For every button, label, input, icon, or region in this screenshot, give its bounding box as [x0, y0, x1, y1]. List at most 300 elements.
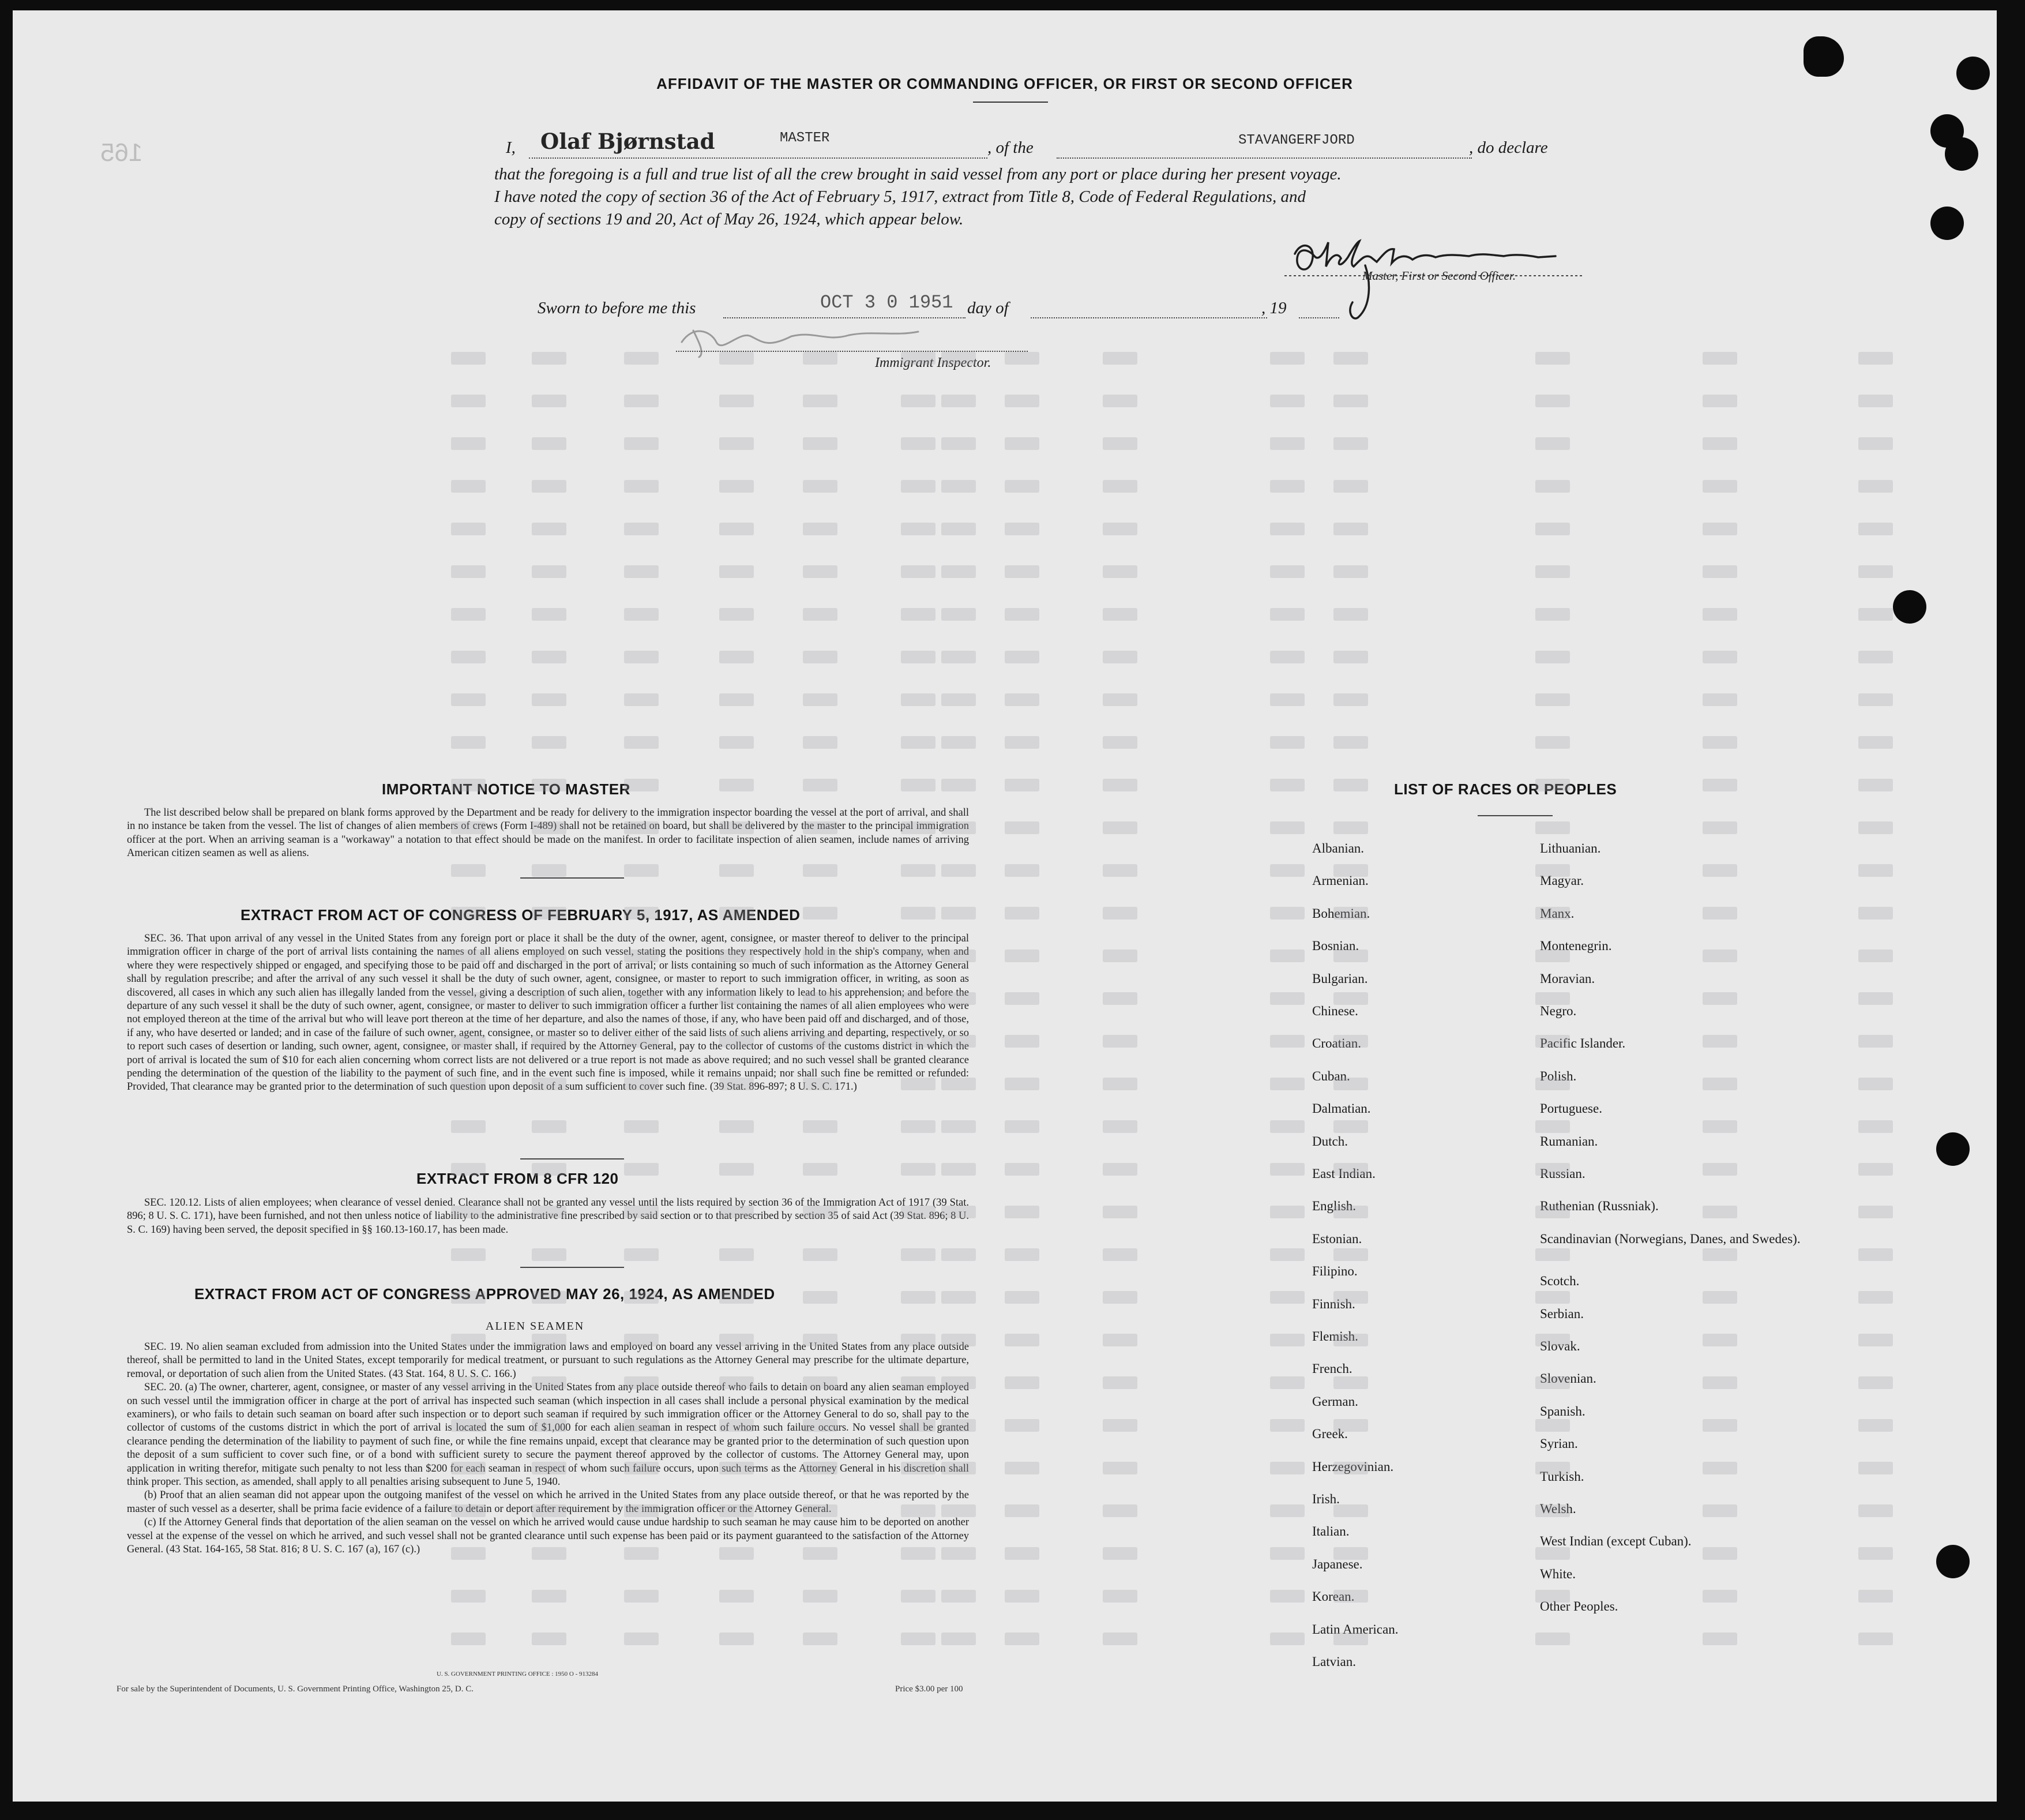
bleed-through-mark	[532, 565, 566, 578]
bleed-through-mark	[1270, 523, 1305, 535]
bleed-through-mark	[1703, 864, 1737, 877]
bleed-through-mark	[532, 1291, 566, 1304]
bleed-through-mark	[624, 1462, 659, 1474]
bleed-through-mark	[451, 864, 486, 877]
bleed-through-mark	[1270, 1419, 1305, 1432]
bleed-through-mark	[1703, 1590, 1737, 1603]
bleed-through-mark	[1005, 1419, 1039, 1432]
bleed-through-mark	[1858, 1035, 1893, 1048]
bleed-through-mark	[901, 779, 936, 791]
extract-1924-text	[127, 1341, 969, 1557]
bleed-through-mark	[1535, 1248, 1570, 1261]
bleed-through-mark	[901, 1206, 936, 1218]
race-entry: Japanese.	[1312, 1556, 1363, 1571]
document-page	[13, 10, 1997, 1802]
bleed-through-mark	[941, 693, 976, 706]
bleed-through-mark	[719, 1462, 754, 1474]
bleed-through-mark	[901, 608, 936, 621]
bleed-through-mark	[1103, 1376, 1137, 1389]
bleed-through-mark	[1333, 437, 1368, 450]
bleed-through-mark	[901, 1120, 936, 1133]
race-entry: Bulgarian.	[1312, 971, 1368, 986]
sworn-date-blank	[723, 317, 965, 318]
bleed-through-mark	[901, 1376, 936, 1389]
bleed-through-mark	[719, 1419, 754, 1432]
bleed-through-mark	[1703, 1633, 1737, 1645]
race-entry: Syrian.	[1540, 1436, 1578, 1451]
bleed-through-mark	[1270, 1035, 1305, 1048]
bleed-through-mark	[941, 608, 976, 621]
declaration-line-3: I have noted the copy of section 36 of the Act of February 5, 1917, extract from Title 8, Code of Federal Regulations, and	[494, 187, 1306, 206]
bleed-through-mark	[719, 1633, 754, 1645]
notice-paragraph: The list described below shall be prepared on blank forms approved by the Department and be ready for delivery to the immigration inspector boarding the vessel at the port of arrival, and shall in no instance be taken from the vessel. The list of changes of alien members of crews (Form I-489) shall not be retained on board, but shall be delivered by the master to the principal immigration officer at the port. When an arriving seaman is a "workaway" a notation to that effect should be made on the manifest. In order to facilitate inspection of alien seamen, include names of arriving American citizen seamen as well as aliens.	[127, 807, 969, 860]
bleed-through-mark	[803, 693, 837, 706]
bleed-through-mark	[1333, 1035, 1368, 1048]
vessel-name: STAVANGERFJORD	[1238, 133, 1355, 148]
footer-price: Price $3.00 per 100	[895, 1684, 963, 1694]
bleed-through-mark	[1333, 821, 1368, 834]
bleed-through-mark	[803, 523, 837, 535]
bleed-through-mark	[532, 1206, 566, 1218]
bleed-through-mark	[901, 1334, 936, 1346]
bleed-through-mark	[719, 864, 754, 877]
bleed-through-mark	[1535, 1291, 1570, 1304]
bleed-through-mark	[1270, 1248, 1305, 1261]
bleed-through-mark	[451, 480, 486, 493]
bleed-through-mark	[451, 1334, 486, 1346]
bleed-through-mark	[1535, 821, 1570, 834]
bleed-through-mark	[1005, 395, 1039, 407]
day-of-label: day of	[967, 299, 1009, 317]
bleed-through-mark	[1103, 779, 1137, 791]
vessel-blank	[1057, 157, 1472, 159]
bleed-through-mark	[451, 1035, 486, 1048]
bleed-through-mark	[803, 437, 837, 450]
bleed-through-mark	[941, 1419, 976, 1432]
bleed-through-mark	[719, 352, 754, 365]
bleed-through-mark	[532, 950, 566, 962]
bleed-through-mark	[719, 608, 754, 621]
bleed-through-mark	[901, 437, 936, 450]
bleed-through-mark	[803, 1163, 837, 1176]
bleed-through-mark	[1858, 651, 1893, 663]
bleed-through-mark	[901, 352, 936, 365]
printing-office-line: U. S. GOVERNMENT PRINTING OFFICE : 1950 O - 913284	[437, 1671, 599, 1678]
bleed-through-mark	[1535, 608, 1570, 621]
bleed-through-mark	[941, 1547, 976, 1560]
bleed-through-mark	[1703, 1376, 1737, 1389]
bleed-through-mark	[1535, 693, 1570, 706]
bleed-through-mark	[624, 1078, 659, 1090]
bleed-through-mark	[901, 395, 936, 407]
bleed-through-mark	[532, 395, 566, 407]
bleed-through-mark	[532, 1633, 566, 1645]
bleed-through-mark	[719, 693, 754, 706]
extract-1917-heading: EXTRACT FROM ACT OF CONGRESS OF FEBRUARY 5, 1917, AS AMENDED	[241, 906, 801, 924]
bleed-through-mark	[1103, 1163, 1137, 1176]
bleed-through-mark	[1535, 1120, 1570, 1133]
bleed-through-mark	[1858, 992, 1893, 1005]
bleed-through-mark	[1270, 950, 1305, 962]
bleed-through-mark	[1270, 864, 1305, 877]
bleed-through-mark	[532, 1334, 566, 1346]
bleed-through-mark	[1703, 1035, 1737, 1048]
bleed-through-mark	[1333, 1120, 1368, 1133]
section-20b-paragraph: (b) Proof that an alien seaman did not appear upon the outgoing manifest of the vessel on which he arrived in the United States from any place outside thereof, or that he was reported by the master of such vessel as a deserter, shall be prima facie evidence of a failure to detain or deport after requirement by the immigration officer or the Attorney General.	[127, 1489, 969, 1515]
bleed-through-mark	[1858, 1376, 1893, 1389]
bleed-through-mark	[941, 352, 976, 365]
bleed-through-mark	[1333, 736, 1368, 749]
bleed-through-mark	[1270, 821, 1305, 834]
race-entry: East Indian.	[1312, 1166, 1376, 1181]
bleed-through-mark	[1703, 992, 1737, 1005]
bleed-through-mark	[451, 779, 486, 791]
bleed-through-mark	[1005, 950, 1039, 962]
punch-hole	[1945, 137, 1978, 171]
bleed-through-mark	[941, 480, 976, 493]
bleed-through-mark	[1103, 523, 1137, 535]
bleed-through-mark	[451, 1078, 486, 1090]
bleed-through-mark	[1858, 437, 1893, 450]
bleed-through-mark	[719, 1291, 754, 1304]
bleed-through-mark	[803, 480, 837, 493]
bleed-through-mark	[803, 1633, 837, 1645]
bleed-through-mark	[624, 907, 659, 920]
bleed-through-mark	[1703, 651, 1737, 663]
bleed-through-mark	[624, 950, 659, 962]
bleed-through-mark	[719, 1376, 754, 1389]
bleed-through-mark	[1270, 1547, 1305, 1560]
bleed-through-mark	[803, 395, 837, 407]
bleed-through-mark	[451, 1633, 486, 1645]
bleed-through-mark	[1858, 950, 1893, 962]
extract-1924-heading: EXTRACT FROM ACT OF CONGRESS APPROVED MAY 26, 1924, AS AMENDED	[194, 1285, 775, 1303]
bleed-through-mark	[803, 1291, 837, 1304]
bleed-through-mark	[451, 651, 486, 663]
section-20a-paragraph: SEC. 20. (a) The owner, charterer, agent, consignee, or master of any vessel arriving in the United States from any place outside thereof who fails to detain on board any alien seaman employed on such vessel until the immigration officer in charge at the port of arrival has inspected such seaman (which inspection in all cases shall include a personal physical examination by the medical examiners), or who fails to detain such seaman on board after such inspection or to deport such seaman if required by such immigration officer or the Attorney General to do so, shall pay to the collector of customs of the customs district in which the port of arrival is located the sum of $1,000 for each alien seaman in respect of whom such failure occurs. No vessel shall be granted clearance pending the determination of the liability to payment of such fine, or while the fine remains unpaid, except that clearance may be granted prior to the determination of such question upon the deposit of a sum sufficient to cover such fine, or of a bond with sufficient surety to secure the payment thereof approved by the collector of customs. The Attorney General may, upon application in writing therefor, mitigate such penalty to not less than $200 for each seaman in respect of whom such failure occurs, upon such terms as the Attorney General in his discretion shall think proper. This section, as amended, shall apply to all penalties arising subsequent to June 5, 1940.	[127, 1382, 969, 1488]
bleed-through-mark	[1270, 352, 1305, 365]
race-entry: Italian.	[1312, 1524, 1350, 1539]
bleed-through-mark	[624, 1334, 659, 1346]
bleed-through-mark	[719, 1078, 754, 1090]
bleed-through-mark	[901, 1248, 936, 1261]
race-entry: Armenian.	[1312, 873, 1369, 888]
bleed-through-mark	[1103, 608, 1137, 621]
bleed-through-mark	[1535, 1163, 1570, 1176]
bleed-through-mark	[451, 1291, 486, 1304]
section-20c-paragraph: (c) If the Attorney General finds that deportation of the alien seaman on the vessel on which he arrived would cause undue hardship to such seaman he may cause him to be deported on another vessel at the expense of the vessel on which he arrived, and such vessel shall not be granted clearance until such expense has been paid or its payment guaranteed to the satisfaction of the Attorney General. (43 Stat. 164-165, 58 Stat. 816; 8 U. S. C. 167 (a), 167 (c).)	[127, 1517, 969, 1556]
bleed-through-mark	[1858, 608, 1893, 621]
bleed-through-mark	[941, 992, 976, 1005]
bleed-through-mark	[1005, 1376, 1039, 1389]
bleed-through-mark	[901, 480, 936, 493]
bleed-through-mark	[803, 608, 837, 621]
bleed-through-mark	[532, 651, 566, 663]
bleed-through-mark	[532, 693, 566, 706]
bleed-through-mark	[1858, 565, 1893, 578]
bleed-through-mark	[719, 736, 754, 749]
do-declare-label: , do declare	[1469, 138, 1548, 157]
bleed-through-mark	[1703, 437, 1737, 450]
bleed-through-mark	[1535, 565, 1570, 578]
bleed-through-mark	[719, 1035, 754, 1048]
bleed-through-mark	[1270, 651, 1305, 663]
bleed-through-mark	[941, 1078, 976, 1090]
race-entry: French.	[1312, 1361, 1352, 1376]
race-entry: West Indian (except Cuban).	[1540, 1534, 1692, 1549]
punch-hole	[1936, 1132, 1970, 1166]
bleed-through-mark	[624, 1633, 659, 1645]
race-entry: Chinese.	[1312, 1004, 1358, 1018]
bleed-through-mark	[624, 1291, 659, 1304]
bleed-through-mark	[941, 1206, 976, 1218]
bleed-through-mark	[1535, 1419, 1570, 1432]
bleed-through-mark	[1005, 1462, 1039, 1474]
sworn-date-stamp: OCT 3 0 1951	[820, 292, 953, 313]
bleed-through-mark	[1535, 1547, 1570, 1560]
bleed-through-mark	[451, 395, 486, 407]
race-entry: Rumanian.	[1540, 1134, 1598, 1149]
bleed-through-mark	[1333, 950, 1368, 962]
bleed-through-mark	[719, 992, 754, 1005]
bleed-through-mark	[1535, 1035, 1570, 1048]
bleed-through-mark	[1858, 693, 1893, 706]
bleed-through-mark	[1005, 1163, 1039, 1176]
section-rule	[520, 1267, 624, 1268]
race-entry: Estonian.	[1312, 1231, 1362, 1246]
race-entry: Greek.	[1312, 1427, 1348, 1442]
bleed-through-mark	[941, 651, 976, 663]
bleed-through-mark	[941, 523, 976, 535]
bleed-through-mark	[1703, 907, 1737, 920]
year-prefix: , 19	[1261, 299, 1287, 317]
bleed-through-mark	[1333, 1334, 1368, 1346]
race-entry: Korean.	[1312, 1589, 1355, 1604]
bleed-through-mark	[1333, 523, 1368, 535]
bleed-through-mark	[1333, 480, 1368, 493]
bleed-through-mark	[1858, 821, 1893, 834]
bleed-through-mark	[1535, 1462, 1570, 1474]
bleed-through-mark	[901, 864, 936, 877]
bleed-through-mark	[1270, 1504, 1305, 1517]
bleed-through-mark	[719, 1120, 754, 1133]
race-entry: Croatian.	[1312, 1036, 1361, 1051]
bleed-through-mark	[532, 1419, 566, 1432]
bleed-through-mark	[941, 907, 976, 920]
races-rule	[1478, 815, 1553, 816]
bleed-through-mark	[1270, 992, 1305, 1005]
race-entry: Latin American.	[1312, 1622, 1399, 1637]
bleed-through-mark	[1858, 1547, 1893, 1560]
bleed-through-mark	[901, 651, 936, 663]
bleed-through-mark	[1333, 1078, 1368, 1090]
bleed-through-mark	[1703, 1334, 1737, 1346]
bleed-through-mark	[624, 821, 659, 834]
bleed-through-mark	[624, 480, 659, 493]
bleed-through-mark	[901, 1163, 936, 1176]
race-entry: Flemish.	[1312, 1329, 1358, 1344]
master-rank: MASTER	[780, 130, 830, 146]
bleed-through-mark	[803, 1376, 837, 1389]
bleed-through-mark	[1005, 437, 1039, 450]
bleed-through-mark	[451, 1120, 486, 1133]
bleed-through-mark	[1535, 1633, 1570, 1645]
bleed-through-mark	[803, 1334, 837, 1346]
bleed-through-mark	[532, 608, 566, 621]
bleed-through-mark	[1333, 1419, 1368, 1432]
bleed-through-mark	[1535, 1504, 1570, 1517]
bleed-through-mark	[532, 1376, 566, 1389]
bleed-through-mark	[1535, 779, 1570, 791]
bleed-through-mark	[803, 651, 837, 663]
bleed-through-mark	[1103, 1334, 1137, 1346]
bleed-through-mark	[1270, 1376, 1305, 1389]
bleed-through-mark	[941, 1590, 976, 1603]
bleed-through-mark	[941, 1376, 976, 1389]
bleed-through-mark	[1703, 565, 1737, 578]
bleed-through-mark	[1270, 1633, 1305, 1645]
bleed-through-mark	[941, 1504, 976, 1517]
bleed-through-number: 165	[100, 138, 143, 167]
bleed-through-mark	[803, 1462, 837, 1474]
bleed-through-mark	[532, 779, 566, 791]
bleed-through-mark	[1535, 992, 1570, 1005]
bleed-through-mark	[1535, 864, 1570, 877]
bleed-through-mark	[1333, 1547, 1368, 1560]
bleed-through-mark	[532, 1504, 566, 1517]
race-entry: Bohemian.	[1312, 906, 1370, 921]
bleed-through-mark	[1703, 1547, 1737, 1560]
bleed-through-mark	[1270, 608, 1305, 621]
bleed-through-mark	[719, 1547, 754, 1560]
bleed-through-mark	[1535, 437, 1570, 450]
bleed-through-mark	[719, 1590, 754, 1603]
race-entry: Bosnian.	[1312, 939, 1359, 954]
bleed-through-mark	[719, 651, 754, 663]
bleed-through-mark	[1333, 1633, 1368, 1645]
bleed-through-mark	[1858, 1163, 1893, 1176]
bleed-through-mark	[803, 1504, 837, 1517]
bleed-through-mark	[1270, 1078, 1305, 1090]
bleed-through-mark	[1535, 523, 1570, 535]
bleed-through-mark	[1103, 1206, 1137, 1218]
bleed-through-mark	[1333, 1206, 1368, 1218]
bleed-through-mark	[901, 1547, 936, 1560]
bleed-through-mark	[803, 821, 837, 834]
bleed-through-mark	[451, 1504, 486, 1517]
bleed-through-mark	[1005, 480, 1039, 493]
bleed-through-mark	[1703, 1206, 1737, 1218]
bleed-through-mark	[624, 1419, 659, 1432]
race-entry: Polish.	[1540, 1068, 1577, 1083]
bleed-through-mark	[1535, 1590, 1570, 1603]
bleed-through-mark	[1005, 1504, 1039, 1517]
bleed-through-mark	[901, 821, 936, 834]
bleed-through-mark	[803, 1206, 837, 1218]
races-heading: LIST OF RACES OR PEOPLES	[1394, 780, 1617, 798]
bleed-through-mark	[1703, 821, 1737, 834]
bleed-through-mark	[803, 1120, 837, 1133]
bleed-through-mark	[532, 736, 566, 749]
footer-sale-note: For sale by the Superintendent of Documents, U. S. Government Printing Office, Washington 25, D. C.	[117, 1684, 474, 1694]
bleed-through-mark	[1333, 1590, 1368, 1603]
race-entry: Montenegrin.	[1540, 939, 1612, 954]
bleed-through-mark	[803, 864, 837, 877]
race-entry: Finnish.	[1312, 1296, 1355, 1311]
bleed-through-mark	[941, 1462, 976, 1474]
bleed-through-mark	[451, 950, 486, 962]
bleed-through-mark	[532, 1163, 566, 1176]
declaration-opening: I,	[506, 138, 516, 157]
bleed-through-mark	[803, 907, 837, 920]
bleed-through-mark	[719, 821, 754, 834]
bleed-through-mark	[1103, 437, 1137, 450]
bleed-through-mark	[719, 480, 754, 493]
bleed-through-mark	[624, 864, 659, 877]
bleed-through-mark	[803, 565, 837, 578]
bleed-through-mark	[451, 565, 486, 578]
race-entry: Russian.	[1540, 1166, 1586, 1181]
bleed-through-mark	[1103, 651, 1137, 663]
bleed-through-mark	[624, 437, 659, 450]
bleed-through-mark	[803, 736, 837, 749]
bleed-through-mark	[451, 1590, 486, 1603]
bleed-through-mark	[532, 992, 566, 1005]
bleed-through-mark	[624, 736, 659, 749]
bleed-through-mark	[451, 693, 486, 706]
bleed-through-mark	[624, 565, 659, 578]
bleed-through-mark	[719, 1206, 754, 1218]
bleed-through-mark	[941, 1120, 976, 1133]
bleed-through-mark	[451, 1248, 486, 1261]
affidavit-title: AFFIDAVIT OF THE MASTER OR COMMANDING OFFICER, OR FIRST OR SECOND OFFICER	[656, 75, 1353, 92]
bleed-through-mark	[1103, 1035, 1137, 1048]
bleed-through-mark	[1103, 1462, 1137, 1474]
bleed-through-mark	[1103, 395, 1137, 407]
bleed-through-mark	[1270, 1462, 1305, 1474]
bleed-through-mark	[1005, 1334, 1039, 1346]
bleed-through-mark	[941, 565, 976, 578]
bleed-through-mark	[1535, 480, 1570, 493]
bleed-through-mark	[1858, 352, 1893, 365]
year-blank	[1299, 317, 1339, 318]
bleed-through-mark	[624, 992, 659, 1005]
bleed-through-mark	[1703, 1163, 1737, 1176]
race-entry: Slovenian.	[1540, 1371, 1596, 1386]
bleed-through-mark	[1103, 950, 1137, 962]
bleed-through-mark	[719, 437, 754, 450]
bleed-through-mark	[624, 1248, 659, 1261]
bleed-through-mark	[1005, 352, 1039, 365]
race-entry: Scotch.	[1540, 1274, 1580, 1289]
bleed-through-mark	[1103, 1504, 1137, 1517]
bleed-through-mark	[941, 1163, 976, 1176]
bleed-through-mark	[1270, 1291, 1305, 1304]
bleed-through-mark	[1270, 736, 1305, 749]
bleed-through-mark	[451, 437, 486, 450]
bleed-through-mark	[1270, 480, 1305, 493]
bleed-through-mark	[1103, 1248, 1137, 1261]
bleed-through-mark	[1103, 821, 1137, 834]
bleed-through-mark	[1333, 693, 1368, 706]
bleed-through-mark	[1333, 907, 1368, 920]
bleed-through-mark	[1005, 1633, 1039, 1645]
bleed-through-mark	[1005, 1120, 1039, 1133]
bleed-through-mark	[901, 1419, 936, 1432]
bleed-through-mark	[1703, 1120, 1737, 1133]
bleed-through-mark	[719, 1504, 754, 1517]
bleed-through-mark	[803, 1590, 837, 1603]
